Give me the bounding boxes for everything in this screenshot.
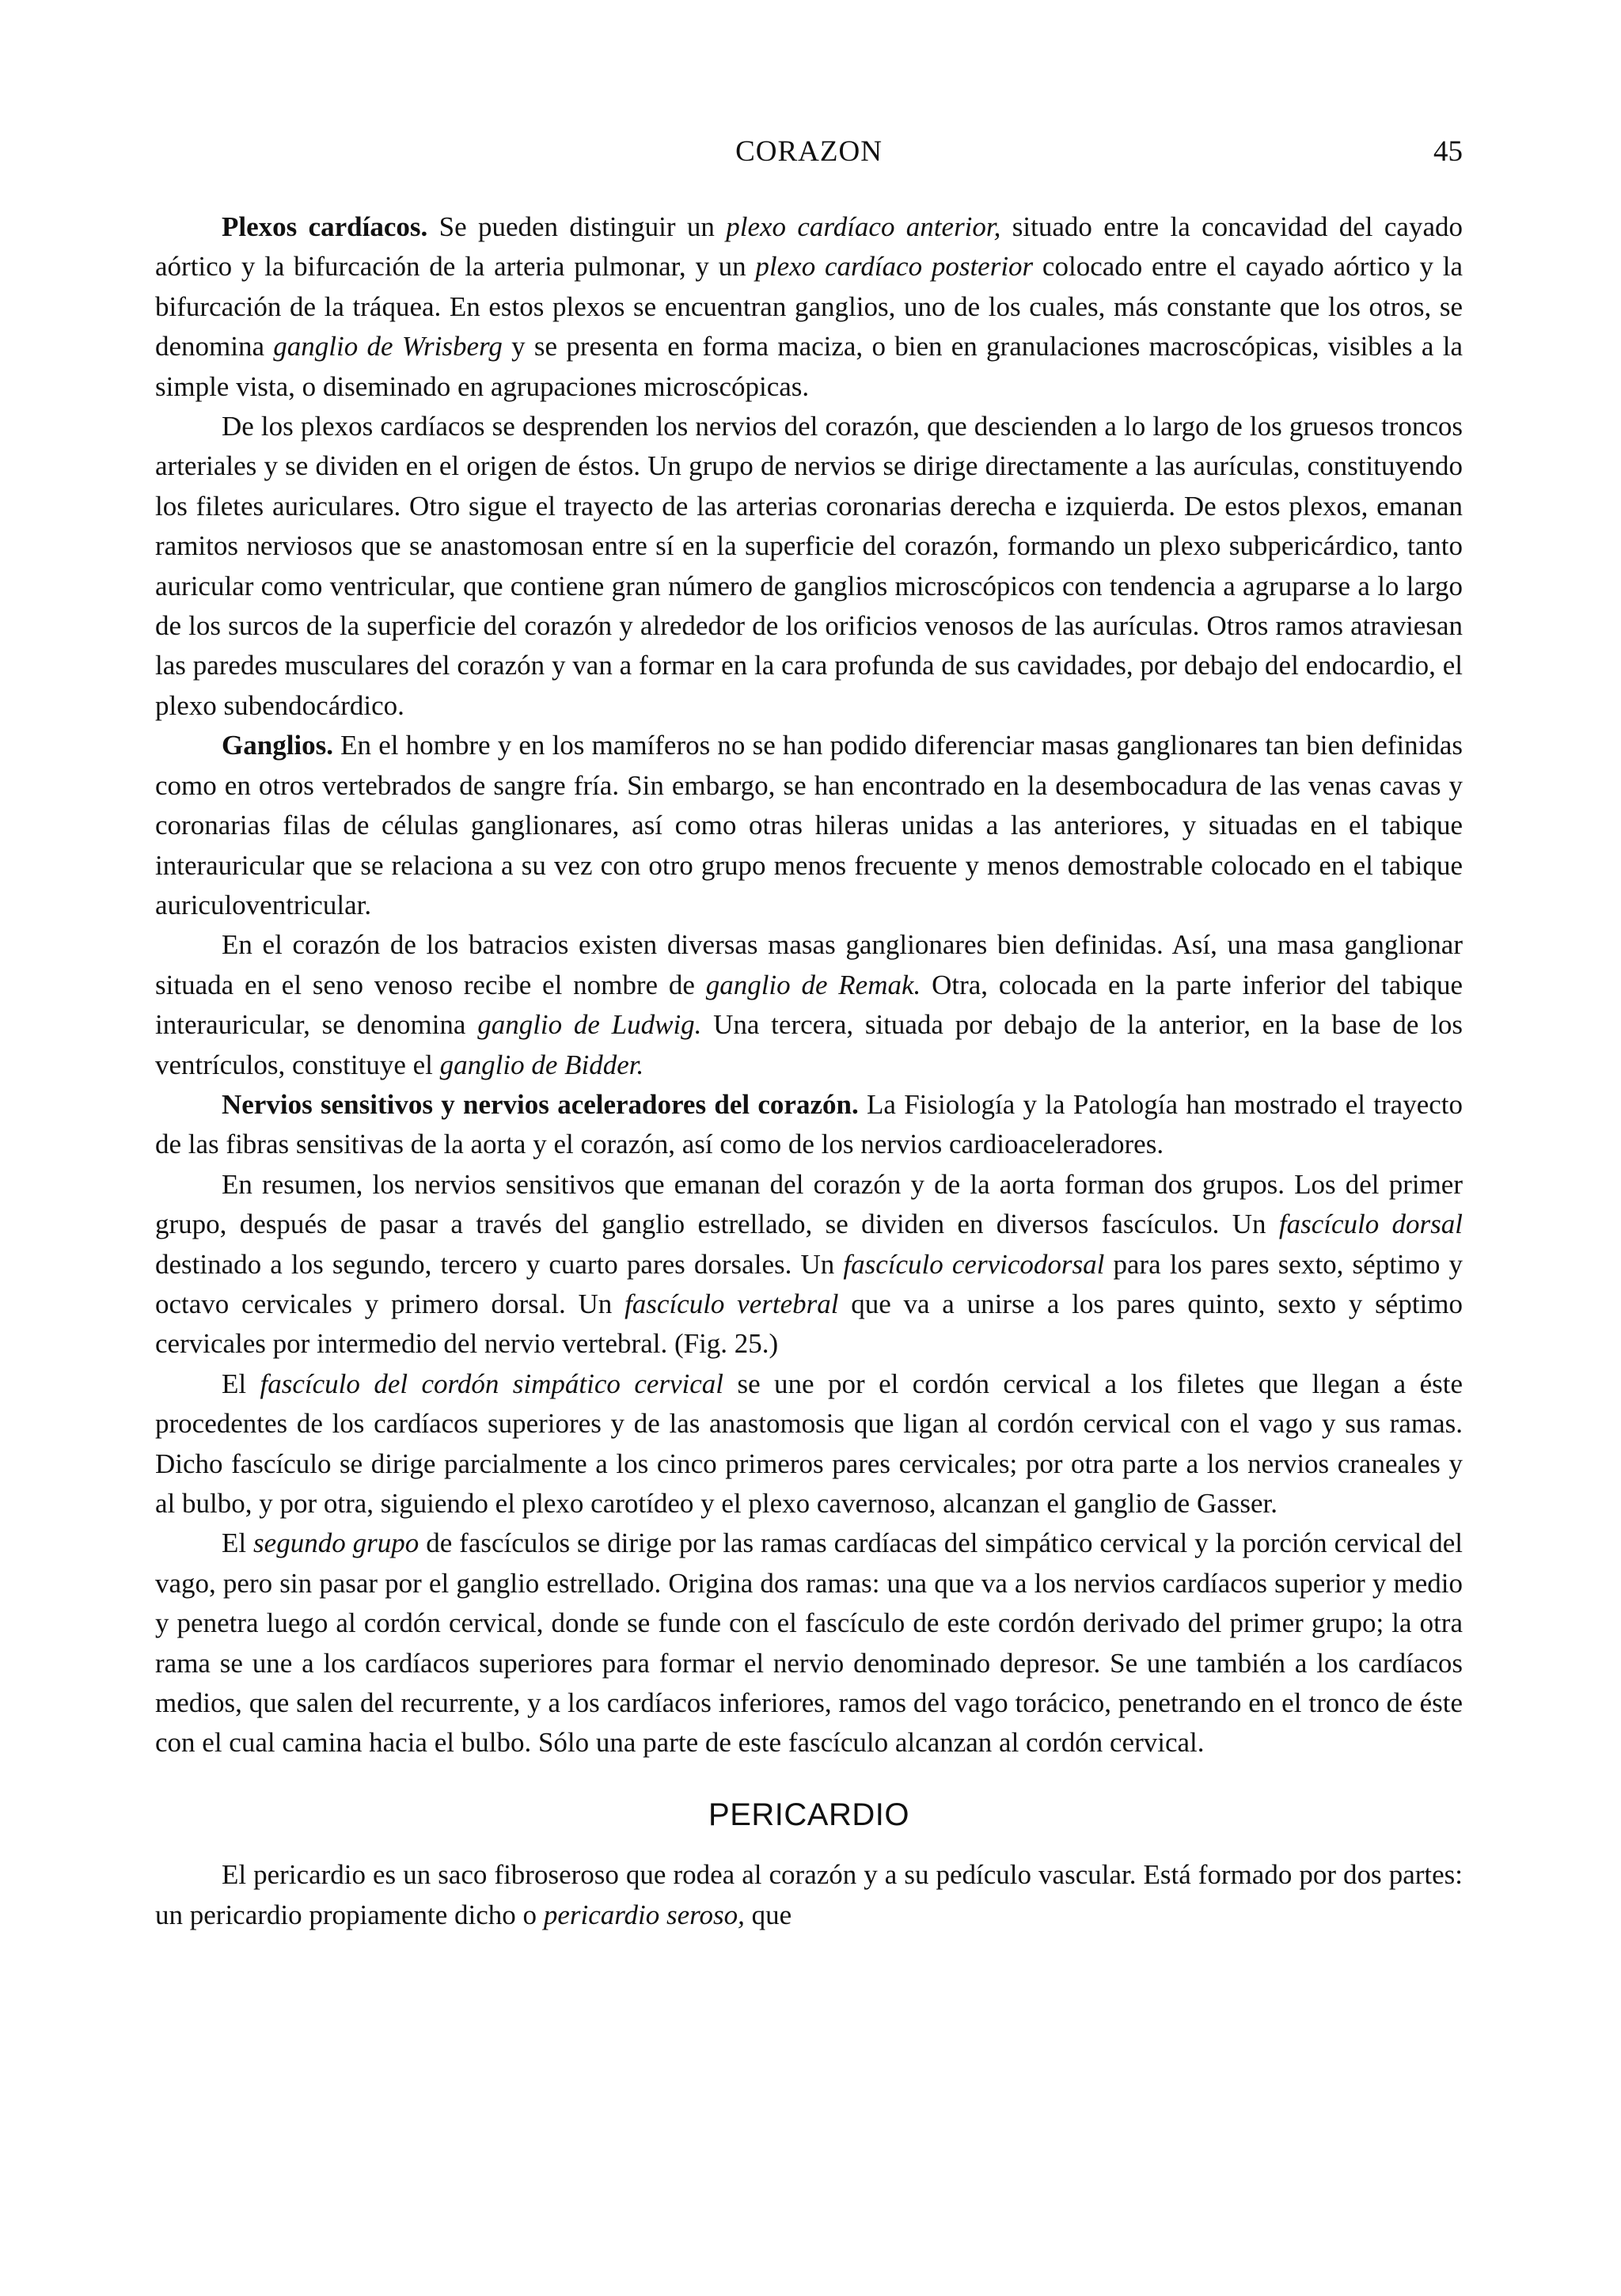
paragraph xyxy=(155,1364,1463,1524)
italic-term: ganglio de Bidder. xyxy=(439,1049,644,1080)
italic-term: fascículo vertebral xyxy=(624,1288,839,1319)
italic-term: ganglio de Remak. xyxy=(705,969,921,1000)
body-text xyxy=(155,207,1463,1935)
text-run: situado entre la concavidad del cayado aórtico y la bifurcación de la arteria pulmonar, y un xyxy=(155,211,1463,283)
paragraph xyxy=(155,925,1463,1085)
text-run: El xyxy=(222,1528,254,1559)
text-run: El pericardio es un saco fibroseroso que rodea al corazón y a su pedículo vascular. Está formado por dos partes: un pericardio propiamente dicho o xyxy=(155,1859,1463,1930)
italic-term: segundo grupo xyxy=(253,1528,419,1559)
italic-term: fascículo cervicodorsal xyxy=(843,1248,1105,1280)
italic-term: fascículo del cordón simpático cervical xyxy=(260,1368,724,1399)
running-title: CORAZON xyxy=(735,135,883,168)
page-number: 45 xyxy=(1433,135,1463,168)
text-run: En resumen, los nervios sensitivos que emanan del corazón y de la aorta forman dos grupos. Los del primer grupo, después de pasar a través del ganglio estrellado, se dividen en diversos fascículos. Un xyxy=(155,1168,1463,1240)
final-paragraph xyxy=(155,1855,1463,1935)
paragraph-heading: Ganglios. xyxy=(222,730,334,761)
paragraph xyxy=(155,726,1463,925)
paragraph-list xyxy=(155,207,1463,1763)
paragraph xyxy=(155,207,1463,407)
text-run: que va a unirse a los pares quinto, sexto y séptimo cervicales por intermedio del nervio vertebral. (Fig. 25.) xyxy=(155,1288,1463,1360)
text-run: En el hombre y en los mamíferos no se han podido diferenciar masas ganglionares tan bien definidas como en otros vertebrados de sangre fría. Sin embargo, se han encontrado en la desembocadura de las venas cavas y coronarias filas de células ganglionares, así como otras hileras unidas a las anteriores, y situadas en el tabique interauricular que se relaciona a su vez con otro grupo menos frecuente y menos demostrable colocado en el tabique auriculoventricular. xyxy=(155,730,1463,920)
text-run: Otra, colocada en la parte inferior del tabique interauricular, se denomina xyxy=(155,969,1463,1041)
paragraph xyxy=(155,1165,1463,1364)
text-run: que xyxy=(744,1899,792,1930)
text-run: En el corazón de los batracios existen diversas masas ganglionares bien definidas. Así, una masa ganglionar situada en el seno venoso recibe el nombre de xyxy=(155,929,1463,1000)
section-title: PERICARDIO xyxy=(708,1797,909,1832)
italic-term: ganglio de Wrisberg xyxy=(273,331,503,362)
text-run: La Fisiología y la Patología han mostrado el trayecto de las fibras sensitivas de la aorta y el corazón, así como de los nervios cardioaceleradores. xyxy=(155,1088,1463,1160)
text-run: de fascículos se dirige por las ramas cardíacas del simpático cervical y la porción cervical del vago, pero sin pasar por el ganglio estrellado. Origina dos ramas: una que va a los nervios cardíacos superior y medio y penetra luego al cordón cervical, donde se funde con el fascículo de este cordón derivado del primer grupo; la otra rama se une a los cardíacos superiores para formar el nervio denominado depresor. Se une también a los cardíacos medios, que salen del recurrente, y a los cardíacos inferiores, ramos del vago torácico, penetrando en el tronco de éste con el cual camina hacia el bulbo. Sólo una parte de este fascículo alcanzan al cordón cervical. xyxy=(155,1528,1463,1759)
text-run: De los plexos cardíacos se desprenden los nervios del corazón, que descienden a lo largo de los gruesos troncos arteriales y se dividen en el origen de éstos. Un grupo de nervios se dirige directamente a las aurículas, constituyendo los filetes auriculares. Otro sigue el trayecto de las arterias coronarias derecha e izquierda. De estos plexos, emanan ramitos nerviosos que se anastomosan entre sí en la superficie del corazón, formando un plexo subpericárdico, tanto auricular como ventricular, que contiene gran número de ganglios microscópicos con tendencia a agruparse a lo largo de los surcos de la superficie del corazón y alrededor de los orificios venosos de las aurículas. Otros ramos atraviesan las paredes musculares del corazón y van a formar en la cara profunda de sus cavidades, por debajo del endocardio, el plexo subendocárdico. xyxy=(155,411,1463,721)
paragraph xyxy=(155,407,1463,726)
italic-term: plexo cardíaco anterior, xyxy=(726,211,1001,242)
text-run: se une por el cordón cervical a los filetes que llegan a éste procedentes de los cardíacos superiores y de las anastomosis que ligan al cordón cervical con el vago y sus ramas. Dicho fascículo se dirige parcialmente a los cinco primeros pares cervicales; por otra parte a los nervios craneales y al bulbo, y por otra, siguiendo el plexo carotídeo y el plexo cavernoso, alcanzan el ganglio de Gasser. xyxy=(155,1368,1463,1519)
text-run: para los pares sexto, séptimo y octavo cervicales y primero dorsal. Un xyxy=(155,1248,1463,1319)
text-run: colocado entre el cayado aórtico y la bifurcación de la tráquea. En estos plexos se encuentran ganglios, uno de los cuales, más constante que los otros, se denomina xyxy=(155,251,1463,362)
text-run: destinado a los segundo, tercero y cuarto pares dorsales. Un xyxy=(155,1248,844,1280)
italic-term: ganglio de Ludwig. xyxy=(477,1009,702,1041)
paragraph xyxy=(155,1524,1463,1763)
text-run: El xyxy=(222,1368,260,1399)
text-run: Una tercera, situada por debajo de la anterior, en la base de los ventrículos, constituye el xyxy=(155,1009,1463,1080)
italic-term: plexo cardíaco posterior xyxy=(755,251,1034,283)
final-paragraph-container xyxy=(155,1855,1463,1935)
text-run: y se presenta en forma maciza, o bien en granulaciones macroscópicas, visibles a la simple vista, o diseminado en agrupaciones microscópicas. xyxy=(155,331,1463,402)
text-run: Se pueden distinguir un xyxy=(427,211,727,242)
page-header xyxy=(155,135,1463,182)
paragraph-heading: Plexos cardíacos. xyxy=(222,211,428,242)
italic-term: pericardio seroso, xyxy=(543,1899,745,1930)
paragraph xyxy=(155,1085,1463,1165)
paragraph-heading: Nervios sensitivos y nervios aceleradores del corazón. xyxy=(222,1088,859,1120)
italic-term: fascículo dorsal xyxy=(1278,1209,1463,1240)
